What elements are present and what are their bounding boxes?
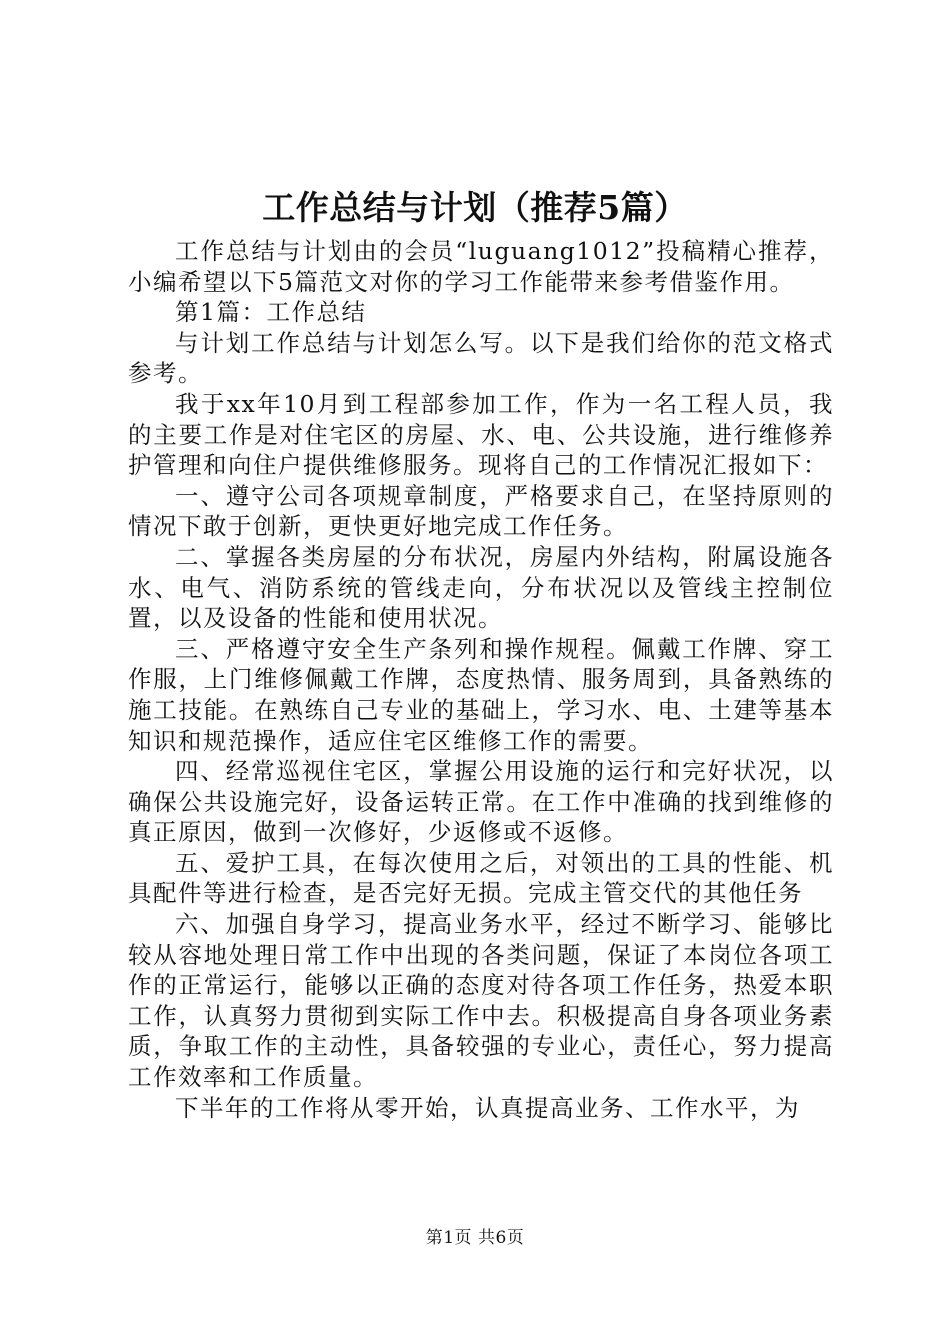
document-title: 工作总结与计划（推荐5篇） xyxy=(262,188,688,227)
paragraph-intro: 工作总结与计划由的会员“luguang1012”投稿精心推荐，小编希望以下5篇范文对你的学习工作能带来参考借鉴作用。 xyxy=(128,237,834,296)
page-number: 第1页 共6页 xyxy=(425,1228,525,1248)
paragraph-section-heading: 第1篇：工作总结 xyxy=(175,298,367,327)
paragraph-format-note: 与计划工作总结与计划怎么写。以下是我们给你的范文格式参考。 xyxy=(128,328,834,388)
paragraph-overview: 我于xx年10月到工程部参加工作，作为一名工程人员，我的主要工作是对住宅区的房屋、水、电、公共设施，进行维修养护管理和向住户提供维修服务。现将自己的工作情况汇报如下： xyxy=(128,389,834,480)
paragraph-item-5: 五、爱护工具，在每次使用之后，对领出的工具的性能、机具配件等进行检查，是否完好无损。完成主管交代的其他任务 xyxy=(128,848,834,908)
paragraph-item-1: 一、遵守公司各项规章制度，严格要求自己，在坚持原则的情况下敢于创新，更快更好地完成工作任务。 xyxy=(128,481,834,541)
document-body xyxy=(128,236,834,1123)
paragraph-item-6: 六、加强自身学习，提高业务水平，经过不断学习、能够比较从容地处理日常工作中出现的各类问题，保证了本岗位各项工作的正常运行，能够以正确的态度对待各项工作任务，热爱本职工作，认真努力贯彻到实际工作中去。积极提高自身各项业务素质，争取工作的主动性，具备较强的专业心，责任心，努力提高工作效率和工作质量。 xyxy=(128,910,834,1092)
paragraph-item-4: 四、经常巡视住宅区，掌握公用设施的运行和完好状况，以确保公共设施完好，设备运转正常。在工作中准确的找到维修的真正原因，做到一次修好，少返修或不返修。 xyxy=(128,757,834,847)
paragraph-plan: 下半年的工作将从零开始，认真提高业务、工作水平，为 xyxy=(175,1093,800,1122)
paragraph-item-3: 三、严格遵守安全生产条列和操作规程。佩戴工作牌、穿工作服，上门维修佩戴工作牌，态度热情、服务周到，具备熟练的施工技能。在熟练自己专业的基础上，学习水、电、土建等基本知识和规范操作，适应住宅区维修工作的需要。 xyxy=(128,634,834,755)
paragraph-item-2: 二、掌握各类房屋的分布状况，房屋内外结构，附属设施各水、电气、消防系统的管线走向，分布状况以及管线主控制位置，以及设备的性能和使用状况。 xyxy=(128,542,834,633)
